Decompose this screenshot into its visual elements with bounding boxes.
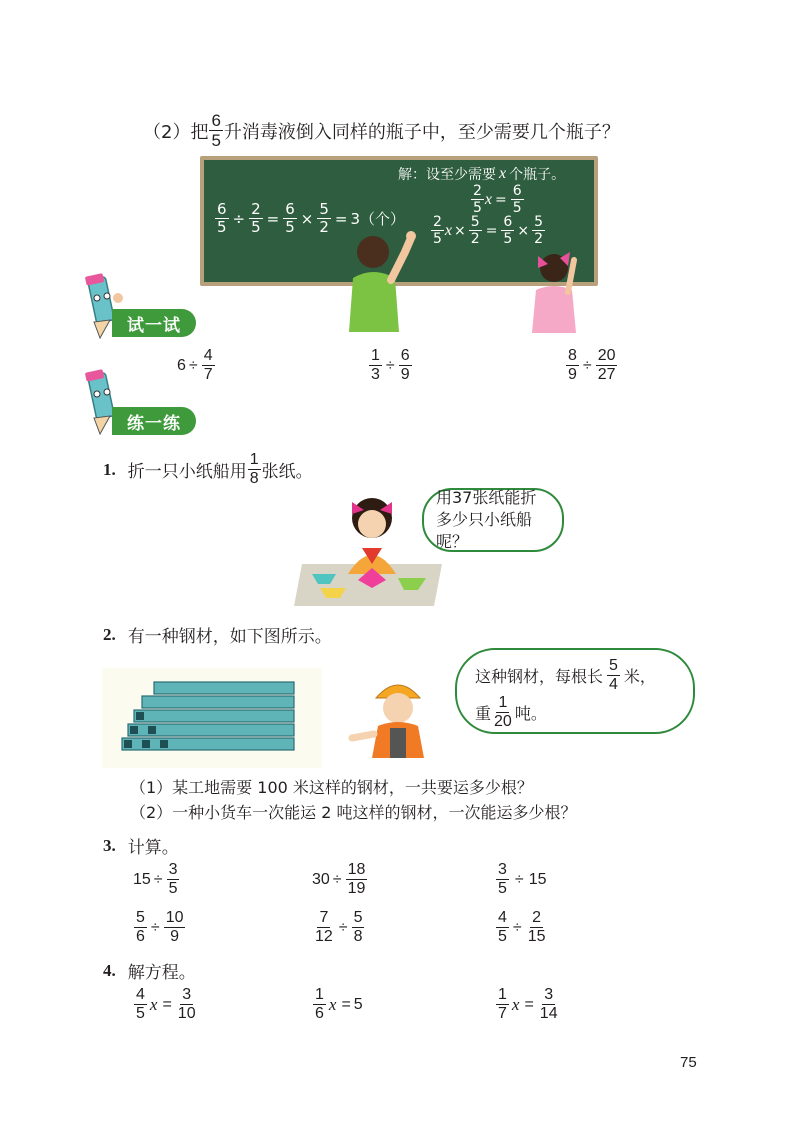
calc-item-6: $\frac{4}{5}$ ÷ $\frac{2}{15}$ [498, 909, 546, 945]
calc-item-1: 15 ÷ $\frac{3}{5}$ [133, 861, 178, 897]
equation-item-3: $\frac{1}{7}$ x = $\frac{3}{14}$ [498, 986, 558, 1022]
try-section-title: 试一试 [127, 315, 181, 336]
equation-item-2: $\frac{1}{6}$ x = 5 [315, 986, 363, 1022]
equation-item-1: $\frac{4}{5}$ x = $\frac{3}{10}$ [136, 986, 196, 1022]
try-item-2: $\frac{1}{3}$ ÷ $\frac{6}{9}$ [371, 347, 410, 383]
question-2-speech-bubble: 这种钢材，每根长 $\frac{5}{4}$ 米， 重 $\frac{1}{20}$ 吨。 [455, 648, 695, 734]
try-item-3: $\frac{8}{9}$ ÷ $\frac{20}{27}$ [568, 347, 616, 383]
question-4-number: 4. [103, 960, 116, 980]
question-1-bubble-text: 用37张纸能折多少只小纸船呢？ [436, 488, 537, 551]
problem-2-prefix: （2）把 [143, 121, 209, 143]
problem-2-suffix: 升消毒液倒入同样的瓶子中，至少需要几个瓶子？ [223, 121, 620, 143]
question-2: 2. 有一种钢材，如下图所示。 [103, 624, 332, 647]
question-2-number: 2. [103, 624, 116, 644]
blackboard-equation-line-1: $\frac{2}{5}$ x = $\frac{6}{5}$ [473, 183, 522, 216]
calc-item-3: $\frac{3}{5}$ ÷ 15 [498, 861, 547, 897]
problem-2-heading [143, 112, 620, 149]
question-3: 3. 计算。 [103, 835, 179, 858]
blackboard-solution-label: 解：设至少需要 x 个瓶子。 [398, 165, 566, 183]
blackboard-equation-line-2: $\frac{2}{5}$ x × $\frac{5}{2}$ = $\frac{6}{5}$ × $\frac{5}{2}$ [433, 214, 543, 247]
steel-bundle-illustration [102, 668, 322, 768]
question-3-number: 3. [103, 835, 116, 855]
try-section-badge [112, 309, 196, 337]
practice-section-title: 练一练 [127, 413, 181, 434]
question-2-sub-1: （1）某工地需要 100 米这样的钢材，一共要运多少根？ [130, 778, 533, 797]
boy-illustration [335, 222, 425, 332]
question-1-number: 1. [103, 459, 116, 479]
calc-item-5: $\frac{7}{12}$ ÷ $\frac{5}{8}$ [315, 909, 363, 945]
problem-2-fraction: $\frac{6}{5}$ [211, 111, 221, 150]
page-number: 75 [680, 1054, 697, 1071]
girl-illustration [522, 238, 592, 333]
question-1: 1. 折一只小纸船用 $\frac{1}{8}$ 张纸。 [103, 451, 313, 487]
practice-section-badge [112, 407, 196, 435]
question-1-speech-bubble [422, 488, 564, 552]
blackboard-left-expression: $\frac{6}{5}$ ÷ $\frac{2}{5}$ = $\frac{6}{5}$ × $\frac{5}{2}$ = 3（个） [217, 200, 406, 236]
try-item-1: 6 ÷ $\frac{4}{7}$ [177, 347, 213, 383]
worker-illustration [338, 668, 444, 758]
calc-item-2: 30 ÷ $\frac{18}{19}$ [312, 861, 366, 897]
question-4: 4. 解方程。 [103, 960, 196, 983]
question-2-sub-2: （2）一种小货车一次能运 2 吨这样的钢材，一次能运多少根？ [130, 803, 577, 822]
calc-item-4: $\frac{5}{6}$ ÷ $\frac{10}{9}$ [136, 909, 184, 945]
